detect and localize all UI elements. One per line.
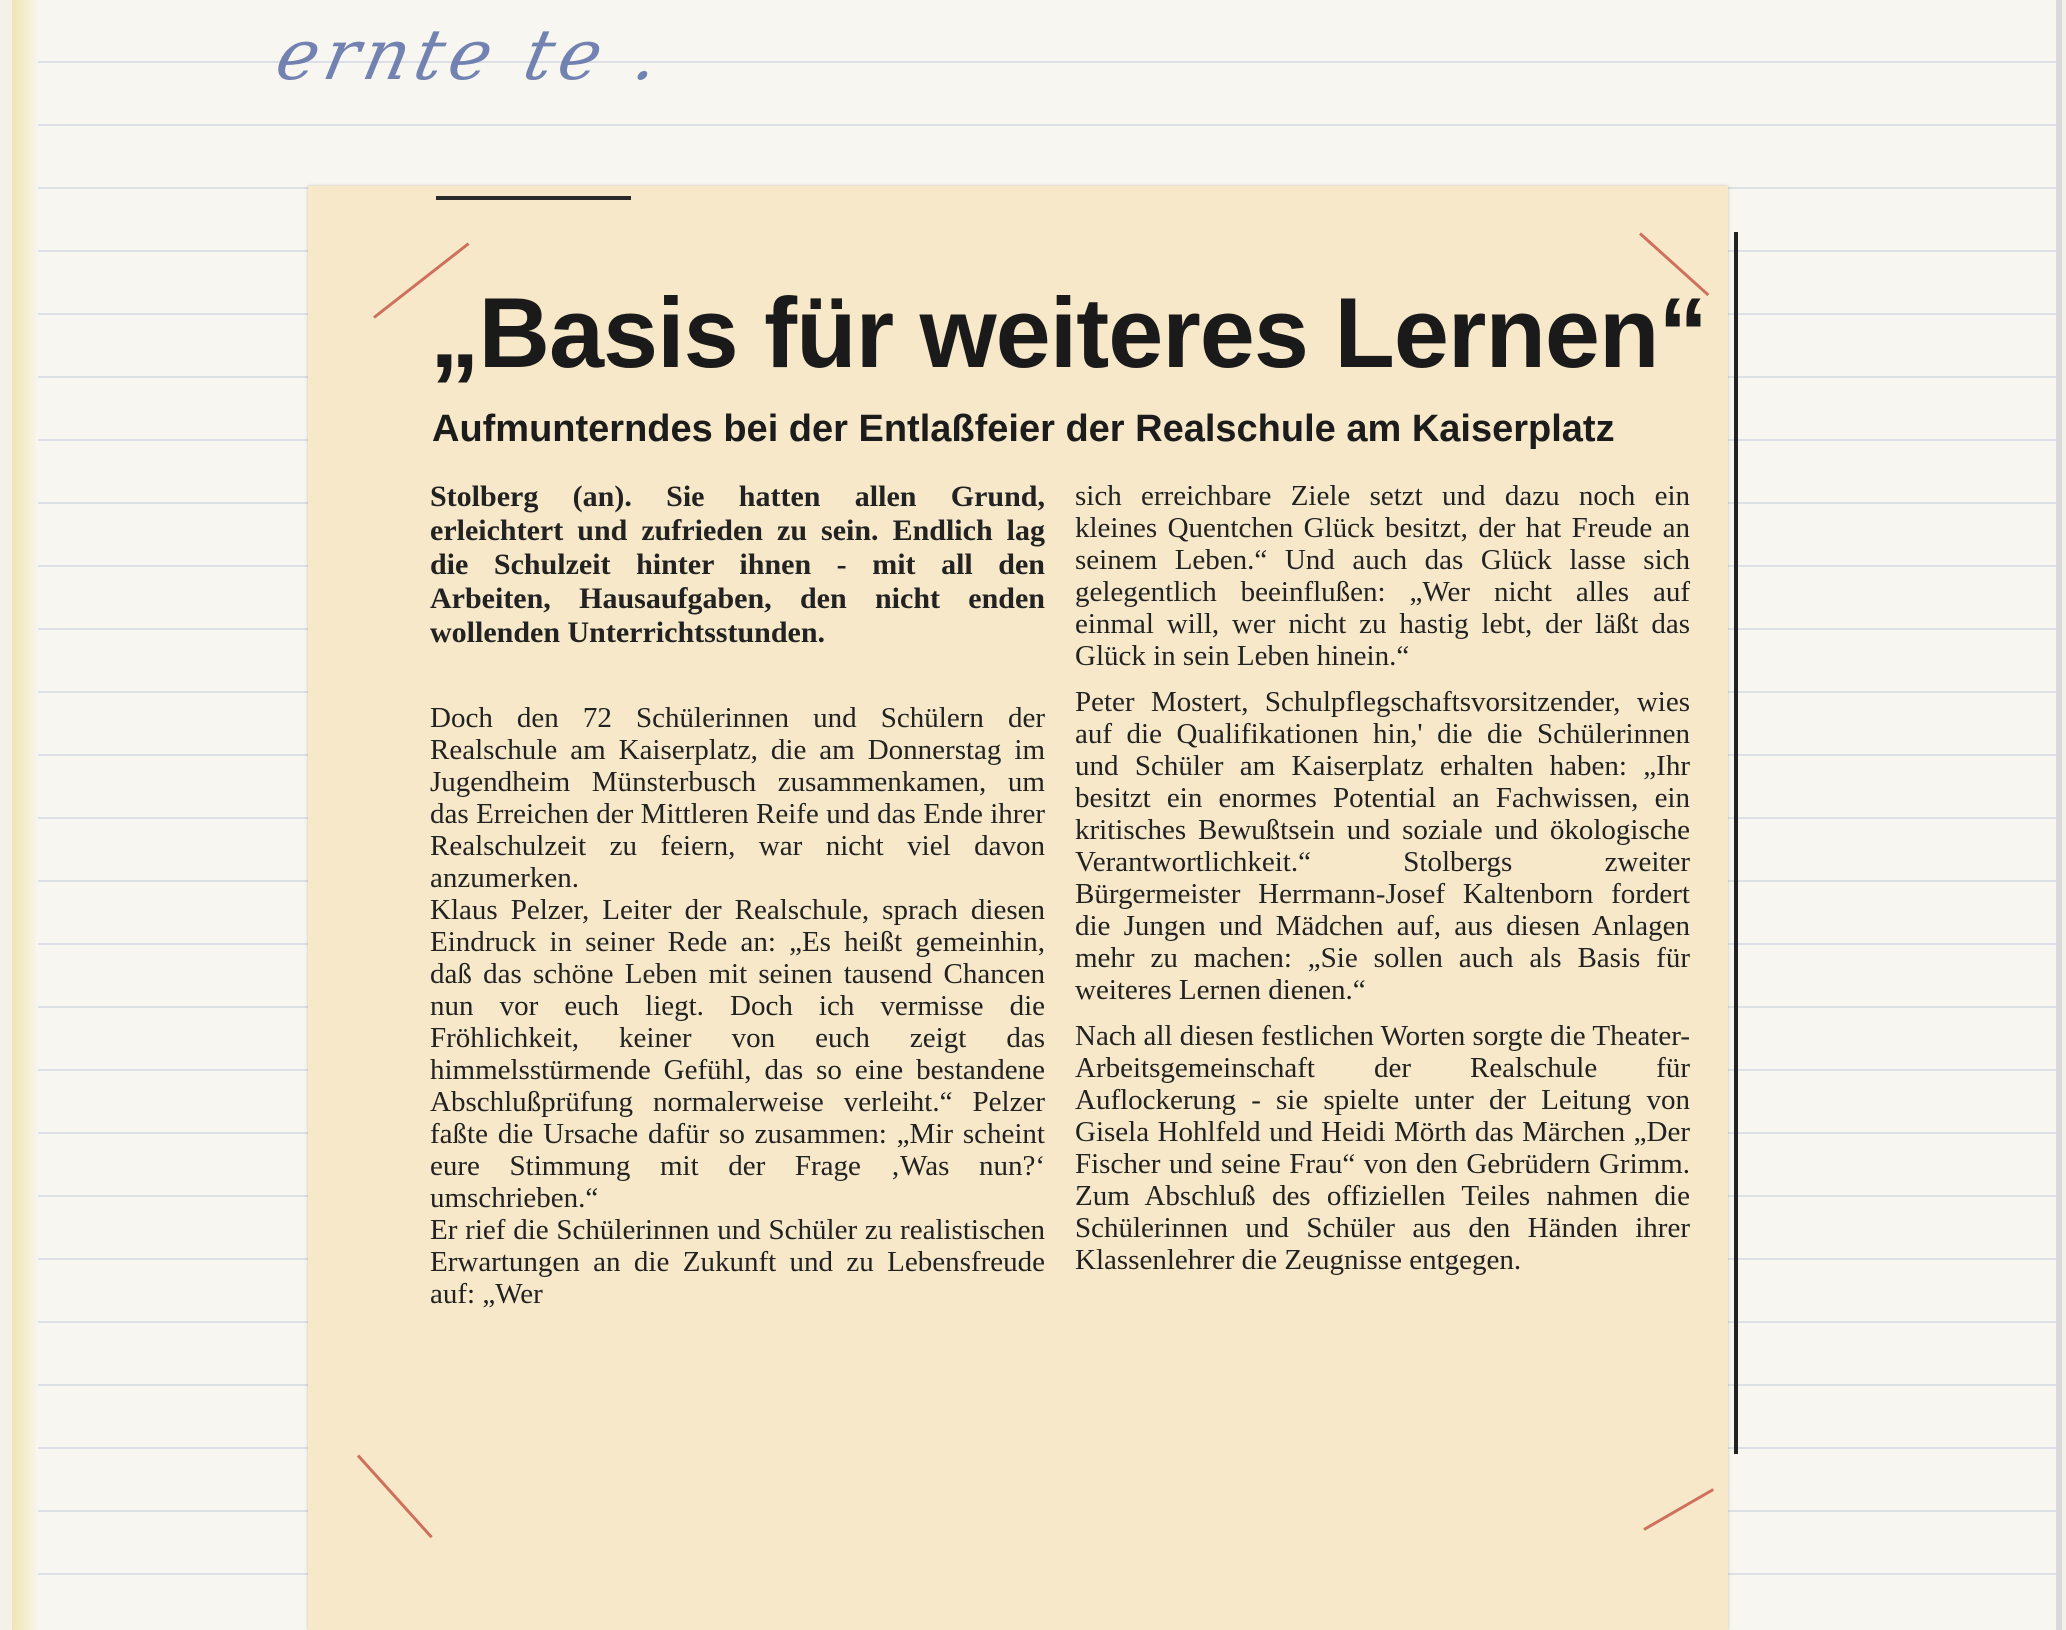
paragraph: Er rief die Schülerinnen und Schüler zu realistischen Erwartungen an die Zukunft und zu Lebensfreude auf: „Wer [430, 1214, 1045, 1310]
crop-mark-bottom-right [1643, 1488, 1714, 1531]
article-column-left [430, 480, 1045, 1310]
paragraph: Peter Mostert, Schulpflegschaftsvorsitzender, wies auf die Qualifikationen hin,' die die Schülerinnen und Schüler am Kaiserplatz erhalten haben: „Ihr besitzt ein enormes Potential an Fachwissen, ein kritisches Bewußtsein und soziale und ökologische Verantwortlichkeit.“ Stolbergs zweiter Bürgermeister Herrmann-Josef Kaltenborn fordert die Jungen und Mädchen auf, aus diesen Anlagen mehr zu machen: „Sie sollen auch als Basis für weiteres Lernen dienen.“ [1075, 686, 1690, 1006]
sheet-right-edge [2056, 0, 2062, 1630]
column-rule [436, 196, 631, 200]
handwritten-note: ernte te . [269, 14, 673, 96]
paragraph: Doch den 72 Schülerinnen und Schülern der Realschule am Kaiserplatz, die am Donnerstag im Jugendheim Münsterbusch zusammenkamen, um das Erreichen der Mittleren Reife und das Ende ihrer Realschulzeit zu feiern, war nicht viel davon anzumerken. [430, 702, 1045, 894]
newspaper-clipping [308, 186, 1728, 1630]
article-lead: Stolberg (an). Sie hatten allen Grund, erleichtert und zufrieden zu sein. Endlich lag die Schulzeit hinter ihnen - mit all den Arbeiten, Hausaufgaben, den nicht enden wollenden Unterrichtsstunden. [430, 480, 1045, 649]
article-subheadline: Aufmunterndes bei der Entlaßfeier der Realschule am Kaiserplatz [432, 408, 1615, 450]
paragraph: Nach all diesen festlichen Worten sorgte die Theater-Arbeitsgemeinschaft der Realschule für Auflockerung - sie spielte unter der Leitung von Gisela Hohlfeld und Heidi Mörth das Märchen „Der Fischer und seine Frau“ von den Gebrüdern Grimm. Zum Abschluß des offiziellen Teiles nahmen die Schülerinnen und Schüler aus den Händen ihrer Klassenlehrer die Zeugnisse entgegen. [1075, 1020, 1690, 1276]
crop-mark-bottom-left [357, 1454, 433, 1538]
article-column-right [1075, 480, 1690, 1276]
article-headline: „Basis für weiteres Lernen“ [430, 277, 1707, 388]
paragraph: sich erreichbare Ziele setzt und dazu noch ein kleines Quentchen Glück besitzt, der hat Freude an seinem Leben.“ Und auch das Glück lasse sich gelegentlich beeinflußen: „Wer nicht alles auf einmal will, wer nicht zu hastig lebt, der läßt das Glück in sein Leben hinein.“ [1075, 480, 1690, 672]
paragraph: Klaus Pelzer, Leiter der Realschule, sprach diesen Eindruck in seiner Rede an: „Es heißt gemeinhin, daß das schöne Leben mit seinen tausend Chancen nun vor euch liegt. Doch ich vermisse die Fröhlichkeit, keiner von euch zeigt das himmelsstürmende Gefühl, das so eine bestandene Abschlußprüfung normalerweise verleiht.“ Pelzer faßte die Ursache dafür so zusammen: „Mir scheint eure Stimmung mit der Frage ‚Was nun?‘ umschrieben.“ [430, 894, 1045, 1214]
sheet-binding-edge [12, 0, 38, 1630]
